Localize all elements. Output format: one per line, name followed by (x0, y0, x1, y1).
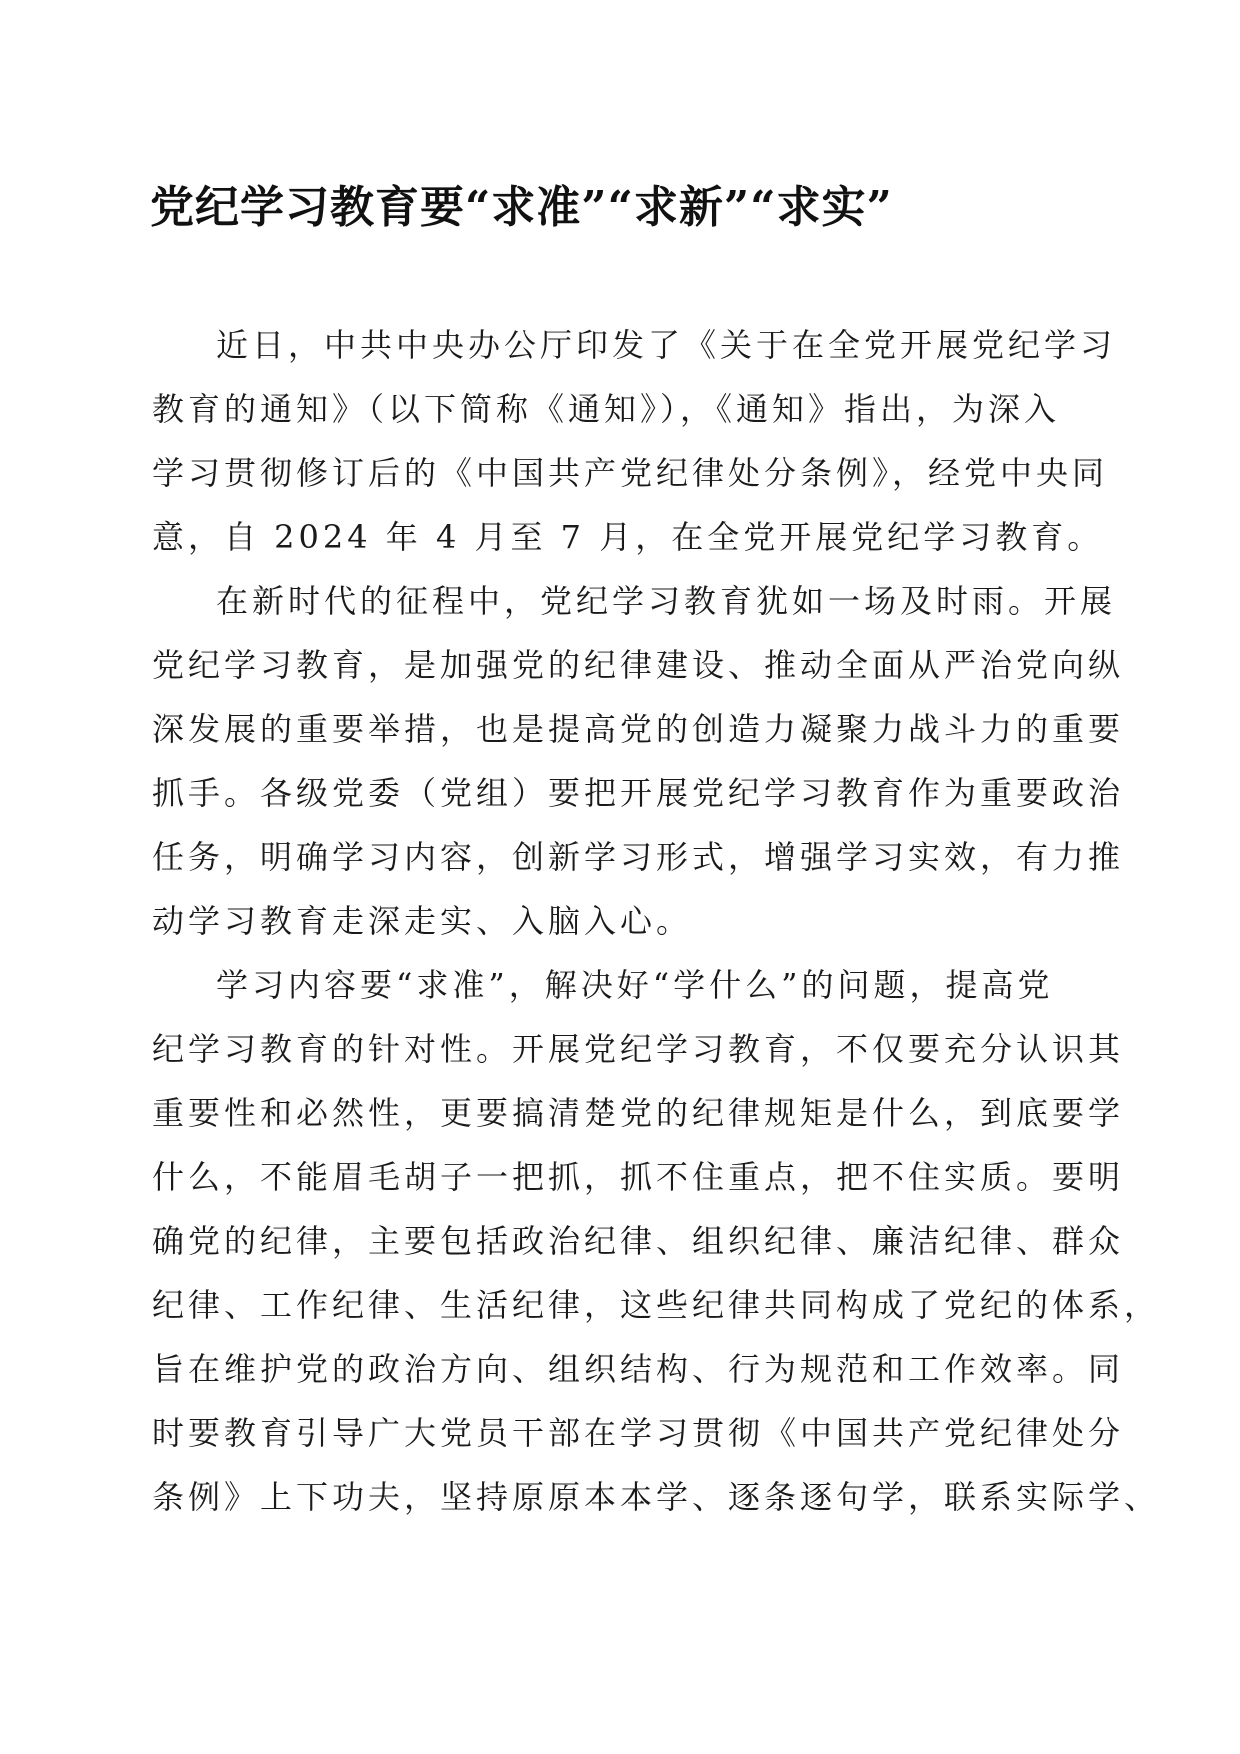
paragraph-2 (152, 569, 1125, 953)
text-line: 抓手。各级党委（党组）要把开展党纪学习教育作为重要政治 (152, 774, 1125, 812)
paragraph-1 (152, 313, 1117, 569)
text-line: 动学习教育走深走实、入脑入心。 (152, 902, 693, 940)
text-line: 近日，中共中央办公厅印发了《关于在全党开展党纪学习 (216, 326, 1117, 364)
text-line: 学习内容要“求准”，解决好“学什么”的问题，提高党 (216, 966, 1054, 1004)
text-line: 在新时代的征程中，党纪学习教育犹如一场及时雨。开展 (216, 582, 1117, 620)
text-line: 重要性和必然性，更要搞清楚党的纪律规矩是什么，到底要学 (152, 1094, 1125, 1132)
text-line: 党纪学习教育，是加强党的纪律建设、推动全面从严治党向纵 (152, 646, 1125, 684)
text-line: 任务，明确学习内容，创新学习形式，增强学习实效，有力推 (152, 838, 1125, 876)
text-line: 确党的纪律，主要包括政治纪律、组织纪律、廉洁纪律、群众 (152, 1222, 1125, 1260)
text-line: 条例》上下功夫，坚持原原本本学、逐条逐句学，联系实际学、 (152, 1478, 1161, 1516)
text-line: 时要教育引导广大党员干部在学习贯彻《中国共产党纪律处分 (152, 1414, 1125, 1452)
text-line: 意，自 2024 年 4 月至 7 月，在全党开展党纪学习教育。 (152, 518, 1104, 556)
text-line: 纪律、工作纪律、生活纪律，这些纪律共同构成了党纪的体系， (152, 1286, 1161, 1324)
page-title: 党纪学习教育要“求准”“求新”“求实” (150, 182, 893, 233)
paragraph-3 (152, 953, 1161, 1529)
text-line: 深发展的重要举措，也是提高党的创造力凝聚力战斗力的重要 (152, 710, 1125, 748)
text-line: 什么，不能眉毛胡子一把抓，抓不住重点，把不住实质。要明 (152, 1158, 1125, 1196)
text-line: 旨在维护党的政治方向、组织结构、行为规范和工作效率。同 (152, 1350, 1125, 1388)
text-line: 学习贯彻修订后的《中国共产党纪律处分条例》，经党中央同 (152, 454, 1109, 492)
text-line: 教育的通知》（以下简称《通知》），《通知》指出，为深入 (152, 390, 1061, 428)
document-body (152, 313, 1161, 1529)
text-line: 纪学习教育的针对性。开展党纪学习教育，不仅要充分认识其 (152, 1030, 1125, 1068)
